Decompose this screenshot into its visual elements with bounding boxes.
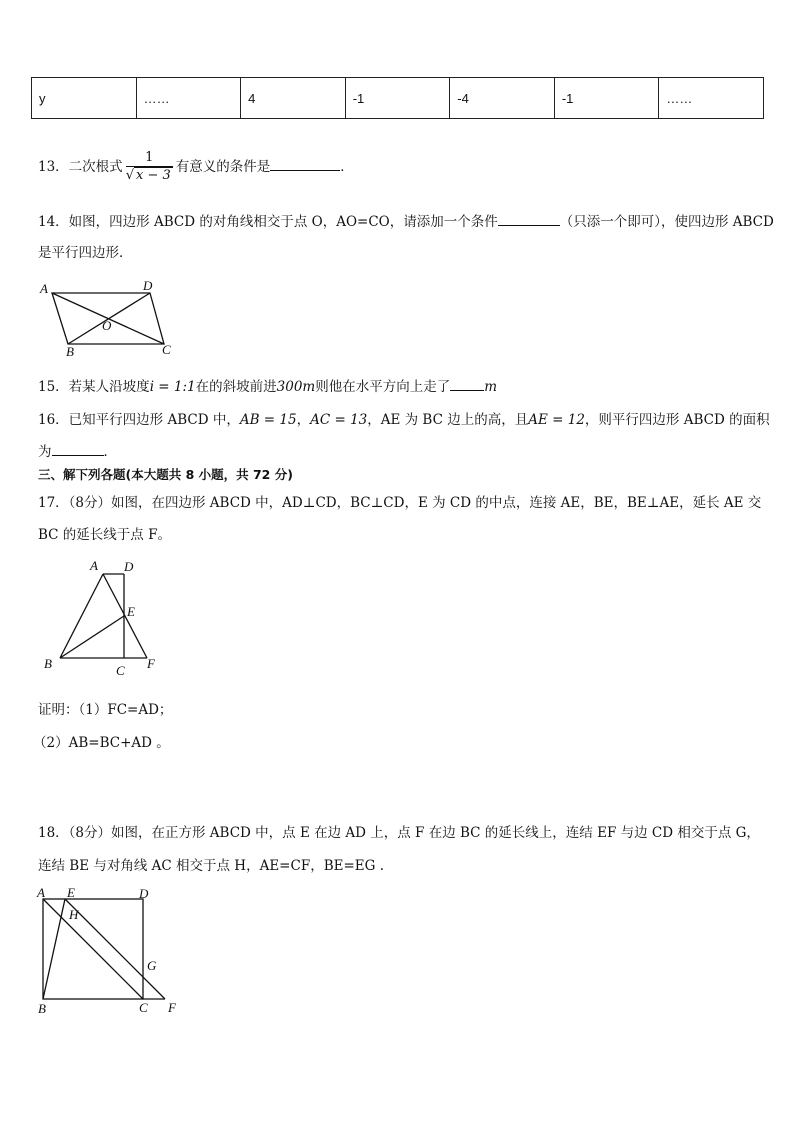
table-row	[32, 78, 764, 119]
label-A: A	[40, 281, 48, 296]
label-C: C	[162, 342, 171, 357]
answer-blank[interactable]	[270, 158, 340, 171]
q16-ac: AC = 13	[310, 412, 368, 428]
q15-mid: 在的斜坡前进	[195, 379, 277, 395]
label-F: F	[147, 656, 155, 671]
q17-quadrilateral-figure	[40, 556, 165, 681]
label-C: C	[139, 1000, 148, 1015]
answer-blank[interactable]	[52, 443, 104, 456]
q13-radicand: x − 3	[135, 168, 171, 183]
label-D: D	[143, 278, 153, 293]
question-18-line1: 18．（8分）如图，在正方形 ABCD 中，点 E 在边 AD 上，点 F 在边 BC 的延长线上，连结 EF 与边 CD 相交于点 G，	[38, 825, 760, 841]
question-14-line2: 是平行四边形．	[38, 245, 133, 261]
q16-text-c: ，则平行四边形 ABCD 的面积	[584, 412, 770, 428]
label-F: F	[168, 1000, 176, 1015]
label-E: E	[67, 885, 75, 900]
answer-blank[interactable]	[498, 213, 560, 226]
q17-proof-part1: 证明：（1）FC=AD；	[38, 702, 173, 718]
q14-text-a: 14．如图，四边形 ABCD 的对角线相交于点 O，AO=CO，请添加一个条件	[38, 214, 498, 230]
question-17-line1: 17．（8分）如图，在四边形 ABCD 中，AD⊥CD，BC⊥CD，E 为 CD 的中点，连接 AE，BE，BE⊥AE，延长 AE 交	[38, 495, 762, 511]
q15-ratio: i = 1:1	[149, 379, 196, 395]
q16-ae: AE = 12	[528, 412, 585, 428]
table-cell: ……	[136, 78, 241, 119]
q13-end: ．	[340, 159, 354, 175]
label-D: D	[124, 559, 134, 574]
q16-text-a: 16．已知平行四边形 ABCD 中，	[38, 412, 240, 428]
q13-fraction	[126, 150, 173, 185]
q15-suffix: 则他在水平方向上走了	[315, 379, 451, 395]
q15-dist: 300m	[276, 379, 316, 395]
q13-prefix: 13．二次根式	[38, 159, 123, 175]
label-G: G	[147, 958, 157, 973]
q15-unit: m	[484, 379, 498, 395]
q14-parallelogram-figure	[36, 278, 186, 358]
table-cell: -1	[554, 78, 659, 119]
q16-end: ．	[103, 444, 117, 460]
label-B: B	[38, 1001, 46, 1016]
label-A: A	[90, 558, 98, 573]
label-B: B	[44, 656, 52, 671]
q14-text-b: （只添一个即可），使四边形 ABCD	[559, 214, 774, 230]
label-H: H	[69, 907, 79, 922]
q13-suffix: 有意义的条件是	[175, 159, 271, 175]
q16-text-b: ，AE 为 BC 边上的高，且	[367, 412, 529, 428]
table-cell: ……	[659, 78, 764, 119]
question-16-line1	[38, 408, 770, 428]
answer-blank[interactable]	[450, 378, 484, 391]
section-heading: 三、解下列各题(本大题共 8 小题，共 72 分)	[38, 467, 293, 482]
q16-line2: 为	[38, 444, 52, 460]
question-18-line2: 连结 BE 与对角线 AC 相交于点 H，AE=CF，BE=EG .	[38, 858, 385, 874]
label-A: A	[37, 885, 45, 900]
table-cell: y	[32, 78, 137, 119]
q13-frac-num: 1	[126, 150, 173, 167]
q16-sep: ，	[296, 412, 311, 428]
label-C: C	[116, 663, 125, 678]
label-D: D	[139, 886, 149, 901]
values-table	[31, 77, 764, 119]
table-cell: 4	[241, 78, 346, 119]
q16-ab: AB = 15	[239, 412, 297, 428]
q18-square-figure	[33, 883, 188, 1018]
label-E: E	[127, 604, 135, 619]
question-16-line2	[38, 440, 117, 460]
q17-part2: （2）AB=BC+AD 。	[33, 735, 170, 751]
table-cell: -1	[345, 78, 450, 119]
question-14-line1	[38, 210, 774, 230]
label-O: O	[102, 318, 112, 333]
question-13	[38, 150, 354, 185]
label-B: B	[66, 344, 74, 358]
q15-prefix: 15．若某人沿坡度	[38, 379, 150, 395]
table-cell: -4	[450, 78, 555, 119]
question-17-line2: BC 的延长线于点 F。	[38, 527, 171, 543]
question-15	[38, 375, 497, 395]
q13-frac-den: √ x − 3	[125, 168, 171, 183]
